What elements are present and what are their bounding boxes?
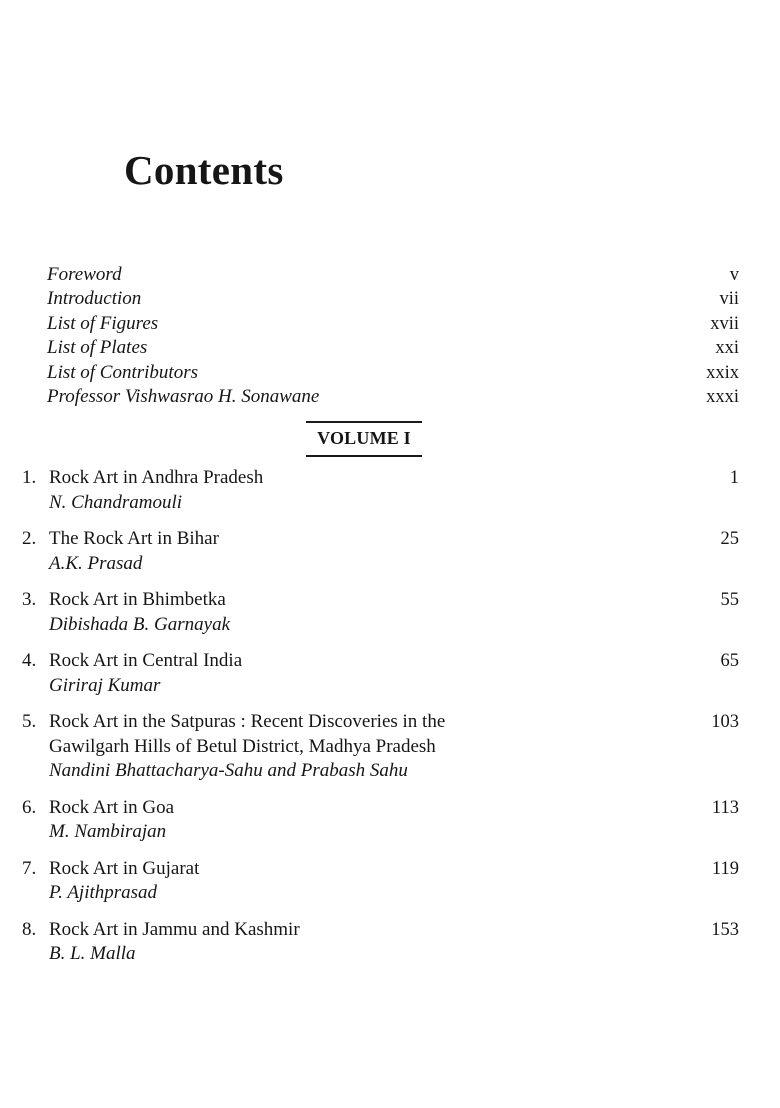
- chapter-page: 65: [720, 651, 739, 671]
- chapter-number: 7.: [22, 857, 37, 879]
- front-matter-label: List of Plates: [47, 337, 148, 359]
- chapter-body: [49, 857, 739, 906]
- front-matter-list: [47, 263, 739, 409]
- chapter-body: [49, 649, 739, 698]
- chapter-page: 113: [711, 797, 739, 818]
- front-matter-item[interactable]: [47, 385, 739, 409]
- chapter-entry[interactable]: [22, 466, 739, 515]
- chapter-number: 1.: [22, 467, 37, 488]
- front-matter-page: xxxi: [706, 386, 739, 407]
- chapter-author: Giriraj Kumar: [49, 674, 161, 696]
- chapter-title: Rock Art in Central India: [49, 650, 243, 671]
- chapter-title: The Rock Art in Bihar: [49, 528, 219, 549]
- chapter-body: [49, 796, 739, 845]
- front-matter-label: List of Figures: [47, 312, 159, 334]
- chapter-body: [49, 466, 739, 515]
- chapter-entry[interactable]: [22, 918, 739, 967]
- front-matter-page: xxi: [715, 338, 739, 359]
- chapter-number: 2.: [22, 528, 37, 549]
- front-matter-item[interactable]: [47, 361, 739, 385]
- chapter-number: 5.: [22, 711, 37, 732]
- front-matter-label: List of Contributors: [47, 361, 198, 383]
- volume-rule-bottom: [306, 455, 422, 457]
- chapter-list: [22, 466, 739, 979]
- page-title: Contents: [124, 147, 284, 193]
- chapter-page: 119: [711, 858, 739, 879]
- front-matter-page: xvii: [710, 313, 739, 334]
- chapter-title: Rock Art in Jammu and Kashmir: [49, 918, 300, 940]
- chapter-author: A.K. Prasad: [49, 552, 143, 574]
- chapter-page: 103: [711, 712, 739, 732]
- chapter-number: 4.: [22, 650, 37, 671]
- front-matter-page: xxix: [706, 362, 739, 383]
- front-matter-item[interactable]: [47, 336, 739, 360]
- chapter-author: Dibishada B. Garnayak: [49, 613, 231, 635]
- chapter-author: P. Ajithprasad: [49, 882, 158, 903]
- chapter-title: Rock Art in the Satpuras : Recent Discoveries in the: [49, 711, 446, 732]
- chapter-title: Rock Art in Goa: [49, 796, 175, 818]
- front-matter-item[interactable]: [47, 263, 739, 287]
- front-matter-page: vii: [719, 289, 739, 310]
- chapter-page: 153: [711, 919, 739, 940]
- chapter-body: [49, 527, 739, 576]
- chapter-author: M. Nambirajan: [49, 821, 167, 842]
- volume-rule-top: [306, 421, 422, 423]
- chapter-entry[interactable]: [22, 796, 739, 845]
- chapter-entry[interactable]: [22, 649, 739, 698]
- chapter-page: 25: [720, 529, 739, 549]
- chapter-number: 8.: [22, 918, 37, 940]
- chapter-entry[interactable]: [22, 588, 739, 637]
- chapter-author: N. Chandramouli: [49, 491, 183, 513]
- front-matter-item[interactable]: [47, 287, 739, 311]
- front-matter-label: Professor Vishwasrao H. Sonawane: [47, 385, 320, 407]
- front-matter-label: Foreword: [47, 264, 122, 285]
- chapter-entry[interactable]: [22, 527, 739, 576]
- chapter-body: [49, 918, 739, 967]
- chapter-title: Rock Art in Andhra Pradesh: [49, 467, 264, 488]
- chapter-author: B. L. Malla: [49, 943, 136, 964]
- volume-label: VOLUME I: [317, 428, 411, 448]
- chapter-title: Rock Art in Bhimbetka: [49, 589, 226, 610]
- chapter-body: [49, 588, 739, 637]
- chapter-page: 1: [729, 468, 739, 488]
- front-matter-page: v: [729, 265, 739, 285]
- chapter-title: Rock Art in Gujarat: [49, 857, 200, 879]
- front-matter-label: Introduction: [47, 288, 142, 310]
- volume-heading: [306, 421, 422, 457]
- chapter-author: Nandini Bhattacharya-Sahu and Prabash Sahu: [49, 760, 408, 781]
- chapter-number: 6.: [22, 796, 37, 818]
- chapter-entry[interactable]: [22, 710, 739, 784]
- front-matter-item[interactable]: [47, 312, 739, 336]
- chapter-title-continued: Gawilgarh Hills of Betul District, Madhya Pradesh: [49, 735, 436, 757]
- chapter-number: 3.: [22, 589, 37, 610]
- chapter-body: [49, 710, 739, 784]
- chapter-page: 55: [720, 590, 739, 610]
- chapter-entry[interactable]: [22, 857, 739, 906]
